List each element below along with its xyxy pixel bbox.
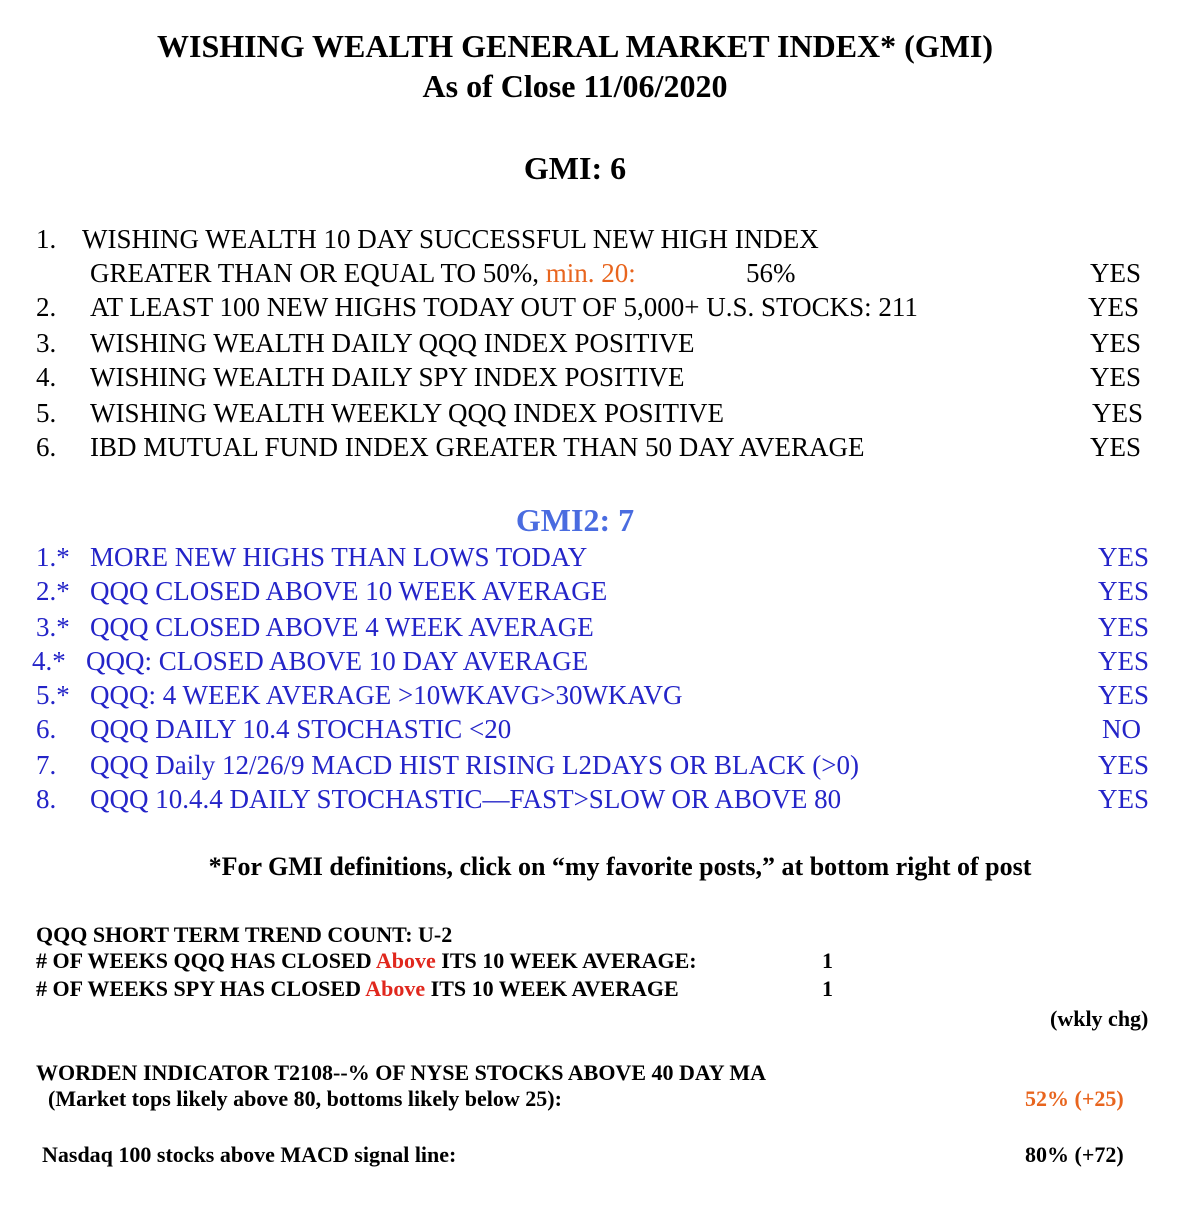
gmi-score: GMI: 6 — [523, 150, 627, 186]
item-text: QQQ CLOSED ABOVE 4 WEEK AVERAGE — [90, 612, 594, 642]
item-status: YES — [1090, 328, 1142, 358]
item-status: YES — [1098, 750, 1150, 780]
item-text: WISHING WEALTH DAILY QQQ INDEX POSITIVE — [90, 328, 695, 358]
item-number: 7. — [36, 750, 57, 780]
item-text: WISHING WEALTH 10 DAY SUCCESSFUL NEW HIGH INDEX — [82, 224, 819, 254]
item-number: 5.* — [36, 680, 70, 710]
item-text: WISHING WEALTH DAILY SPY INDEX POSITIVE — [90, 362, 685, 392]
item-text: GREATER THAN OR EQUAL TO 50%, — [90, 258, 539, 288]
qqq-weeks-value: 1 — [822, 948, 833, 973]
item-number: 1.* — [36, 542, 70, 572]
item-number: 2. — [36, 292, 57, 322]
nasdaq-macd-value: 80% (+72) — [1025, 1142, 1124, 1167]
item-status: YES — [1088, 292, 1140, 322]
item-text: AT LEAST 100 NEW HIGHS TODAY OUT OF 5,000+ U.S. STOCKS: 211 — [90, 292, 918, 322]
item-text: QQQ: CLOSED ABOVE 10 DAY AVERAGE — [86, 646, 589, 676]
item-status: YES — [1090, 258, 1142, 288]
item-status: YES — [1098, 576, 1150, 606]
item-number: 3. — [36, 328, 57, 358]
page-title: WISHING WEALTH GENERAL MARKET INDEX* (GMI) — [157, 28, 993, 64]
item-text: IBD MUTUAL FUND INDEX GREATER THAN 50 DAY AVERAGE — [90, 432, 865, 462]
item-text: QQQ Daily 12/26/9 MACD HIST RISING L2DAYS OR BLACK (>0) — [90, 750, 860, 780]
item-text: QQQ 10.4.4 DAILY STOCHASTIC—FAST>SLOW OR ABOVE 80 — [90, 784, 842, 814]
worden-indicator-title: WORDEN INDICATOR T2108--% OF NYSE STOCKS ABOVE 40 DAY MA — [36, 1060, 766, 1085]
item-status: YES — [1090, 432, 1142, 462]
label-text: # OF WEEKS SPY HAS CLOSED — [36, 976, 366, 1001]
item-text: QQQ DAILY 10.4 STOCHASTIC <20 — [90, 714, 512, 744]
label-text: ITS 10 WEEK AVERAGE: — [435, 948, 697, 973]
item-status: YES — [1098, 680, 1150, 710]
item-value: 56% — [746, 258, 796, 288]
item-number: 6. — [36, 432, 57, 462]
weekly-change-header: (wkly chg) — [1050, 1006, 1149, 1031]
item-status: YES — [1098, 784, 1150, 814]
item-status: YES — [1098, 646, 1150, 676]
gmi-item-1 — [36, 224, 819, 255]
worden-indicator-note: (Market tops likely above 80, bottoms likely below 25): — [48, 1086, 562, 1111]
item-number: 5. — [36, 398, 57, 428]
item-status: YES — [1090, 362, 1142, 392]
item-number: 4. — [36, 362, 57, 392]
item-text: QQQ: 4 WEEK AVERAGE >10WKAVG>30WKAVG — [90, 680, 683, 710]
item-status: NO — [1102, 714, 1141, 744]
item-text: WISHING WEALTH WEEKLY QQQ INDEX POSITIVE — [90, 398, 724, 428]
spy-weeks-value: 1 — [822, 976, 833, 1001]
item-number: 4.* — [32, 646, 66, 676]
worden-indicator-value: 52% (+25) — [1025, 1086, 1124, 1111]
gmi-definitions-note: *For GMI definitions, click on “my favorite posts,” at bottom right of post — [208, 852, 1032, 881]
item-status: YES — [1098, 542, 1150, 572]
item-status: YES — [1098, 612, 1150, 642]
label-text: ITS 10 WEEK AVERAGE — [425, 976, 679, 1001]
item-status: YES — [1092, 398, 1144, 428]
above-word: Above — [365, 976, 426, 1001]
gmi2-score: GMI2: 7 — [515, 502, 635, 538]
item-number: 8. — [36, 784, 57, 814]
item-number: 3.* — [36, 612, 70, 642]
nasdaq-macd-label: Nasdaq 100 stocks above MACD signal line: — [42, 1142, 457, 1167]
item-number: 2.* — [36, 576, 70, 606]
item-number: 6. — [36, 714, 57, 744]
short-term-trend: QQQ SHORT TERM TREND COUNT: U-2 — [36, 922, 453, 947]
item-text: MORE NEW HIGHS THAN LOWS TODAY — [90, 542, 588, 572]
item-number: 1. — [36, 224, 57, 254]
page-subtitle: As of Close 11/06/2020 — [422, 68, 728, 104]
above-word: Above — [375, 948, 436, 973]
label-text: # OF WEEKS QQQ HAS CLOSED — [36, 948, 376, 973]
min-threshold: min. 20: — [545, 258, 636, 288]
item-text: QQQ CLOSED ABOVE 10 WEEK AVERAGE — [90, 576, 608, 606]
